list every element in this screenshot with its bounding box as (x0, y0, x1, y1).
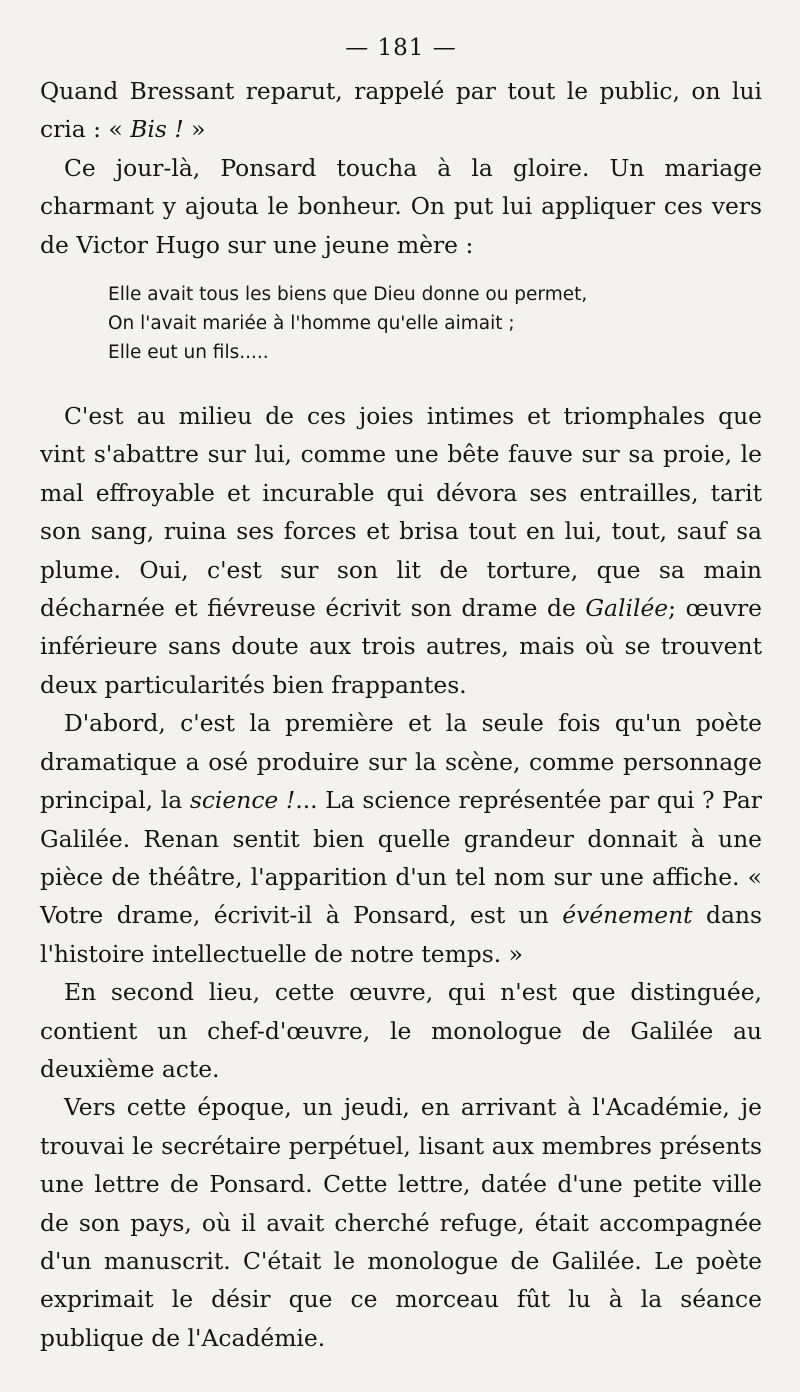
text-run: ; œuvre inférieure sans doute aux trois autres, mais où se trouvent deux particularités bien frappantes. (40, 594, 763, 699)
text-run: ... La science représentée par qui ? Par Galilée. Renan sentit bien quelle grandeur donnait à une pièce de théâtre, l'apparition d'un tel nom sur une affiche. « Votre drame, écrivit-il à Ponsard, est un (40, 786, 762, 930)
text-run: En second lieu, cette œuvre, qui n'est que distinguée, contient un chef-d'œuvre, le monologue de Galilée au deuxième acte. (40, 978, 762, 1083)
text-run: Quand Bressant reparut, rappelé par tout le public, on lui cria : « (40, 77, 762, 144)
text-run: C'est au milieu de ces joies intimes et triomphales que vint s'abattre sur lui, comme une bête fauve sur sa proie, le mal effroyable et incurable qui dévora ses entrailles, tarit son sang, ruina ses forces et brisa tout en lui, tout, sauf sa plume. Oui, c'est sur son lit de torture, que sa main décharnée et fiévreuse écrivit son drame de (40, 402, 762, 623)
page-number: — 181 — (345, 35, 457, 61)
paragraph-academie (40, 1088, 762, 1357)
verse-line: Elle eut un fils..... (108, 342, 269, 364)
verse-line: Elle avait tous les biens que Dieu donne ou permet, (108, 284, 588, 306)
paragraph-second-lieu (40, 973, 762, 1088)
italic-bis: Bis ! (130, 115, 184, 144)
text-run: dans l'histoire intellectuelle de notre temps. » (40, 901, 762, 968)
text-run: » (183, 115, 206, 144)
italic-galilee: Galilée (585, 594, 669, 623)
italic-science: science ! (189, 786, 296, 815)
paragraph-science (40, 704, 762, 973)
paragraph-gloire (40, 149, 762, 264)
paragraph-bressant (40, 72, 762, 149)
text-run: Ce jour-là, Ponsard toucha à la gloire. Un mariage charmant y ajouta le bonheur. On put lui appliquer ces vers de Victor Hugo sur une jeune mère : (40, 153, 762, 259)
verse-line: On l'avait mariée à l'homme qu'elle aimait ; (108, 313, 515, 335)
text-run: D'abord, c'est la première et la seule fois qu'un poète dramatique a osé produire sur la scène, comme personnage principal, la (40, 709, 762, 815)
paragraph-mal (40, 397, 762, 704)
italic-evenement: événement (562, 901, 693, 930)
verse-quote (108, 280, 762, 367)
text-run: Vers cette époque, un jeudi, en arrivant à l'Académie, je trouvai le secrétaire perpétuel, lisant aux membres présents une lettre de Ponsard. Cette lettre, datée d'une petite ville de son pays, où il avait cherché refuge, était accompagnée d'un manuscrit. C'était le monologue de Galilée. Le poète exprimait le désir que ce morceau fût lu à la séance publique de l'Académie. (40, 1093, 762, 1352)
